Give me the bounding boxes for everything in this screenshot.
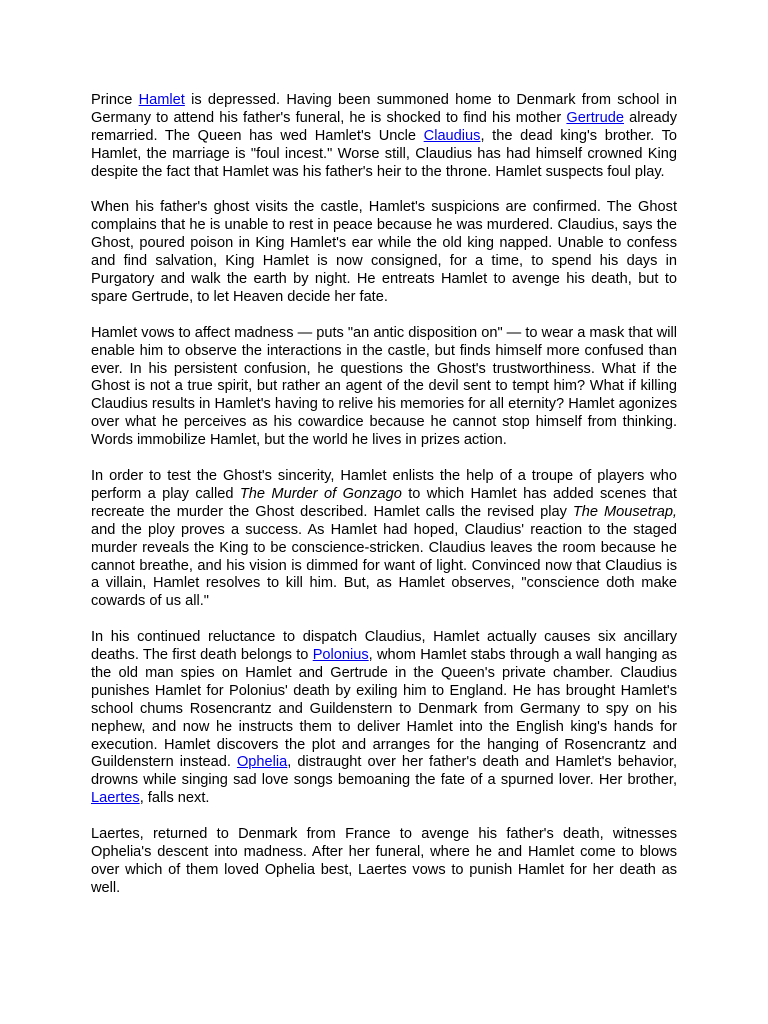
p4-text-1: In order to test the Ghost's sincerity, Hamlet enlists the help of a troupe of players who perform a play called: [91, 467, 677, 502]
paragraph-5: [91, 629, 677, 808]
play-title-the-mousetrap: The Mousetrap,: [572, 503, 677, 520]
p4-text-3: and the ploy proves a success. As Hamlet had hoped, Claudius' reaction to the staged murder reveals the King to be conscience-stricken. Claudius leaves the room because he cannot breathe, and his vision is dimmed for want of light. Convinced now that Claudius is a villain, Hamlet resolves to kill him. But, as Hamlet observes, "conscience doth make cowards of us all.": [91, 521, 677, 610]
p1-text-3: already remarried. The Queen has wed Hamlet's Uncle: [91, 109, 678, 144]
paragraph-2: When his father's ghost visits the castle, Hamlet's suspicions are confirmed. The Ghost complains that he is unable to rest in peace because he was murdered. Claudius, says the Ghost, poured poison in King Hamlet's ear while the old king napped. Unable to confess and find salvation, King Hamlet is now consigned, for a time, to spend his days in Purgatory and walk the earth by night. He entreats Hamlet to avenge his death, but to spare Gertrude, to let Heaven decide her fate.: [91, 199, 677, 305]
link-polonius[interactable]: Polonius: [312, 647, 369, 664]
link-ophelia[interactable]: Ophelia: [236, 754, 288, 771]
paragraph-3: Hamlet vows to affect madness — puts "an antic disposition on" — to wear a mask that will enable him to observe the interactions in the castle, but finds himself more confused than ever. In his persistent confusion, he questions the Ghost's trustworthiness. What if the Ghost is not a true spirit, but rather an agent of the devil sent to tempt him? What if killing Claudius results in Hamlet's having to relive his memories for all eternity? Hamlet agonizes over what he perceives as his cowardice because he cannot stop himself from thinking. Words immobilize Hamlet, but the world he lives in prizes action.: [91, 324, 677, 449]
p5-text-1: In his continued reluctance to dispatch Claudius, Hamlet actually causes six ancillary deaths. The first death belongs to: [91, 629, 677, 664]
link-gertrude[interactable]: Gertrude: [566, 109, 624, 126]
link-claudius[interactable]: Claudius: [423, 127, 481, 144]
play-title-murder-of-gonzago: The Murder of Gonzago: [239, 485, 402, 502]
paragraph-6: Laertes, returned to Denmark from France to avenge his father's death, witnesses Ophelia's descent into madness. After her funeral, where he and Hamlet come to blows over which of them loved Ophelia best, Laertes vows to punish Hamlet for her death as well.: [91, 826, 677, 896]
p1-text-4: , the dead king's brother. To Hamlet, the marriage is "foul incest." Worse still, Claudius has had himself crowned King despite the fact that Hamlet was his father's heir to the throne. Hamlet suspects foul play.: [91, 127, 677, 180]
paragraph-1: [91, 92, 677, 182]
link-laertes[interactable]: Laertes: [91, 790, 140, 807]
p1-text-1: Prince: [91, 92, 139, 108]
link-hamlet[interactable]: Hamlet: [138, 92, 185, 108]
p5-text-3: , distraught over her father's death and Hamlet's behavior, drowns while singing sad love songs bemoaning the fate of a spurned lover. Her brother,: [91, 754, 677, 789]
paragraph-4: [91, 468, 677, 611]
p1-text-2: is depressed. Having been summoned home to Denmark from school in Germany to attend his father's funeral, he is shocked to find his mother: [91, 92, 678, 126]
p5-text-4: , falls next.: [139, 790, 210, 807]
p4-text-2: to which Hamlet has added scenes that recreate the murder the Ghost described. Hamlet calls the revised play: [91, 485, 677, 520]
p5-text-2: , whom Hamlet stabs through a wall hanging as the old man spies on Hamlet and Gertrude in the Queen's private chamber. Claudius punishes Hamlet for Polonius' death by exiling him to England. He has brought Hamlet's school chums Rosencrantz and Guildenstern to Denmark from Germany to spy on his nephew, and now he instructs them to deliver Hamlet into the English king's hands for execution. Hamlet discovers the plot and arranges for the hanging of Rosencrantz and Guildenstern instead.: [91, 647, 678, 771]
document-body: [91, 92, 677, 916]
